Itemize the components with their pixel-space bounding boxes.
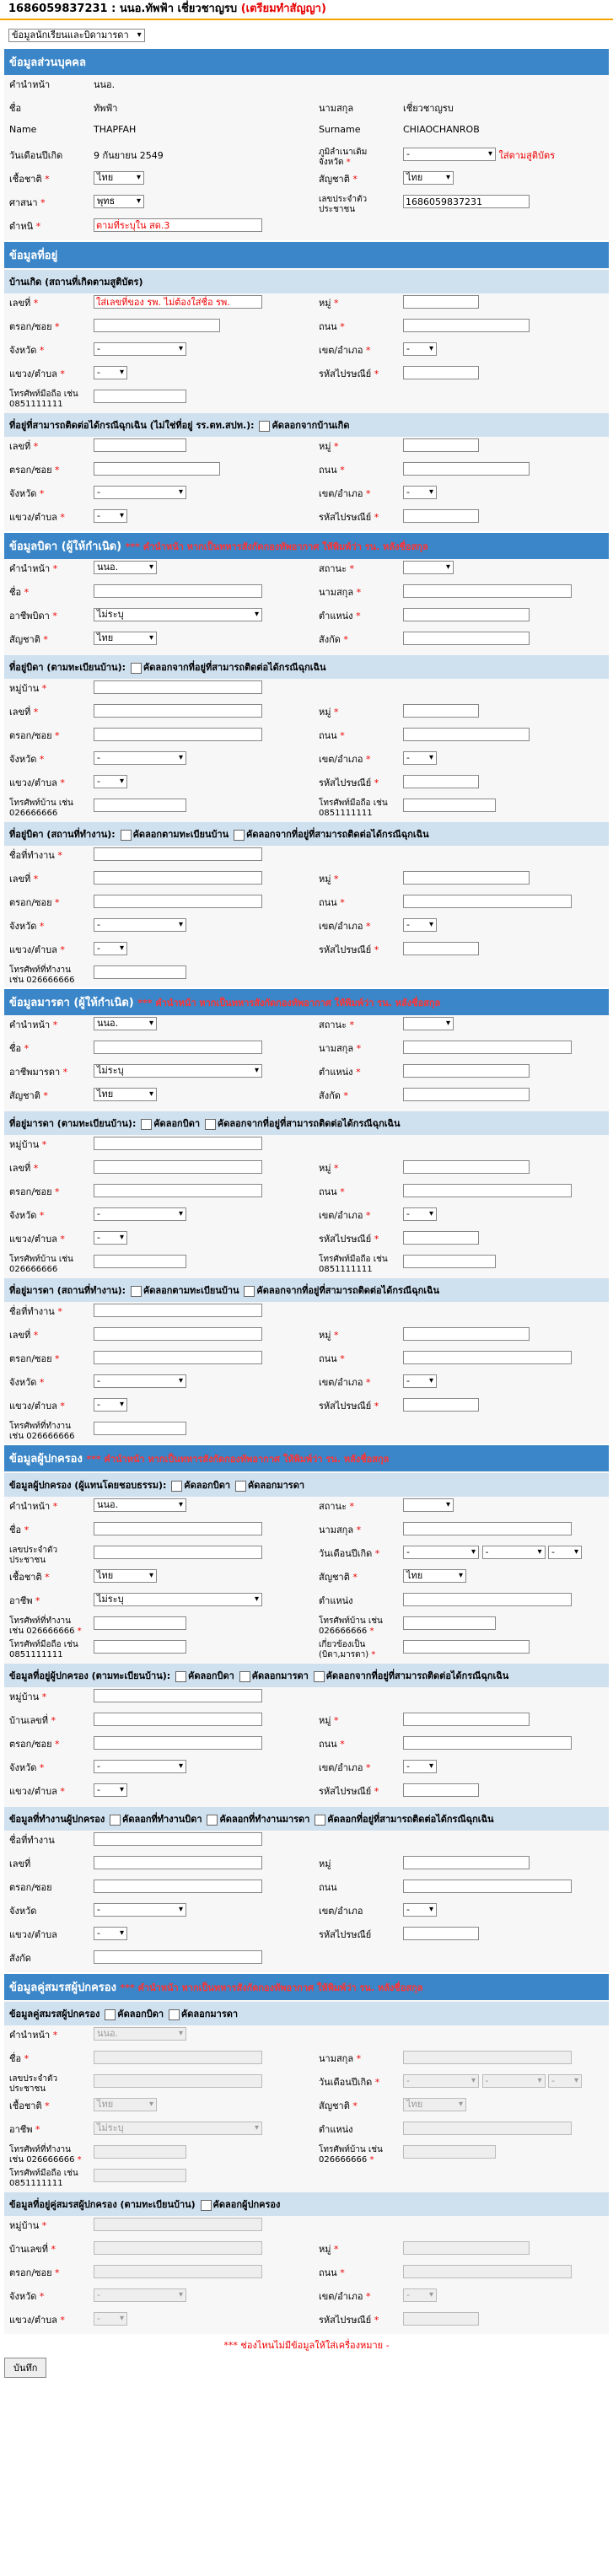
guardian-work-road-input[interactable] [403,1880,572,1893]
father-work-road-input[interactable] [403,895,572,908]
mother-work-copy-house-checkbox[interactable] [131,1286,142,1297]
guardian-workphone-input[interactable] [94,1616,186,1630]
guardian-relation-input[interactable] [403,1640,530,1654]
guardian-section: ข้อมูลผู้ปกครอง *** คำนำหน้า หากเป็นทหารสังกัดกองทัพอากาศ ให้พิมพ์ว่า รน. หลังชื่อสกุล ข้อมูลผู้ปกครอง (ผู้แทนโดยชอบธรรม): คัดลอกบิดา คัดลอกมารดา คำนำหน้า * นนอ. ▾ สถานะ * ▾ ชื่อ * นามสกุล * เลขประจำตัวประชาชน วันเดือนปีเกิด * - ▾ - ▾ - ▾ เชื้อชาติ * ไทย ▾ สัญชาติ * ไทย ▾ อาชีพ * ไม่ระบุ ▾ ตำแหน่ง โทรศัพท์ที่ทำงาน เช่น 026666666 * โทรศัพท์บ้าน เช่น 026666666 * โทรศัพท์มือถือ เช่น 0851111111 เกี่ยวข้องเป็น (บิดา,มารดา) * ข้อมูลที่อยู่ผู้ปกครอง (ตามทะเบียนบ้าน): คัดลอกบิดา คัดลอกมารดา คัดลอกจากที่อยู่ที่สามารถติดต่อได้กรณีฉุกเฉิน หมู่บ้าน * บ้านเลขที่ * หมู่ * ตรอก/ซอย * ถนน * จังหวัด * - ▾ เขต/อำเภอ * - ▾ แขวง/ตำบล * - ▾ รหัสไปรษณีย์ * ข้อมูลที่ทำงานผู้ปกครอง คัดลอกที่ทำงานบิดา คัดลอกที่ทำงานมารดา คัดลอกที่อยู่ที่สามารถติดต่อได้กรณีฉุกเฉิน ชื่อที่ทำงาน เลขที่ หมู่ ตรอก/ซอย ถนน จังหวัด - ▾ เขต/อำเภอ - ▾ แขวง/ตำบล - ▾ รหัสไปรษณีย์ สังกัด [4,1445,609,1972]
guardian-work-zip-input[interactable] [403,1927,479,1940]
father-mobile-input[interactable] [403,799,496,812]
birth-province-select[interactable]: - ▾ [94,342,186,356]
mother-village-input[interactable] [94,1137,262,1150]
guardian-house-copy-contact-checkbox[interactable] [314,1671,325,1682]
guardian-road-input[interactable] [403,1736,572,1750]
father-work-no-input[interactable] [94,871,262,885]
spouse-no-input[interactable] [94,2241,262,2255]
spouse-nationality-select[interactable]: ไทย ▾ [403,2098,466,2111]
guardian-soi-input[interactable] [94,1736,262,1750]
guardian-house-copy-mother-checkbox[interactable] [239,1671,250,1682]
father-workphone-input[interactable] [94,965,186,979]
nationality-select[interactable]: ไทย ▾ [403,171,454,185]
father-moo-input[interactable] [403,704,479,718]
contact-road-input[interactable] [403,462,530,476]
race-select[interactable]: ไทย ▾ [94,171,144,185]
contact-moo-input[interactable] [403,438,479,452]
guardian-work-province-select[interactable]: - ▾ [94,1903,186,1917]
father-prefix-select[interactable]: นนอ. ▾ [94,561,157,574]
mother-amphur-select[interactable]: - ▾ [403,1207,437,1221]
mother-affiliation-input[interactable] [403,1088,530,1101]
personal-heading: ข้อมูลส่วนบุคคล [4,49,609,75]
mother-work-amphur-select[interactable]: - ▾ [403,1374,437,1388]
mother-copy-contact-checkbox[interactable] [205,1119,216,1130]
spouse-last-input[interactable] [403,2051,572,2064]
father-work-amphur-select[interactable]: - ▾ [403,918,437,932]
birth-road-input[interactable] [403,319,530,332]
contact-subheading: ที่อยู่ที่สามารถติดต่อได้กรณีฉุกเฉิน (ไม่ใช่ที่อยู่ รร.ตท.สปท.): คัดลอกจากบ้านเกิด [4,413,609,437]
mother-work-zip-input[interactable] [403,1398,479,1412]
guardian-dob-month-select[interactable]: - ▾ [482,1546,546,1559]
birth-mobile-input[interactable] [94,390,186,403]
contact-amphur-select[interactable]: - ▾ [403,486,437,499]
spouse-copy-father-checkbox[interactable] [105,2009,116,2020]
mother-nationality-select[interactable]: ไทย ▾ [94,1088,157,1101]
mother-mobile-input[interactable] [403,1255,496,1268]
spouse-data-subheading: ข้อมูลคู่สมรสผู้ปกครอง คัดลอกบิดา คัดลอกมารดา [4,2002,609,2025]
mother-zip-input[interactable] [403,1231,479,1245]
guardian-work-soi-input[interactable] [94,1880,262,1893]
father-nationality-select[interactable]: ไทย ▾ [94,632,157,645]
contact-tambon-select[interactable]: - ▾ [94,509,127,523]
spouse-road-input[interactable] [403,2265,572,2278]
father-work-copy-contact-checkbox[interactable] [234,830,245,841]
guardian-work-amphur-select[interactable]: - ▾ [403,1903,437,1917]
personal-section: ข้อมูลส่วนบุคคล คำนำหน้า นนอ. ชื่อ ทัพฟ้า นามสกุล เชี่ยวชาญรบ Name THAPFAH Surname CHIAOCHANROB วันเดือนปีเกิด 9 กันยายน 2549 ภูมิลำเนาเดิม จังหวัด * - ▾ ใส่ตามสูติบัตร เชื้อชาติ * ไทย ▾ สัญชาติ * ไทย ▾ ศาสนา * พุทธ ▾ เลขประจำตัวประชาชน 1686059837231 ตำหนิ * ตามที่ระบุใน สด.3 [4,49,609,240]
spouse-copy-mother-checkbox[interactable] [169,2009,180,2020]
mother-prefix-select[interactable]: นนอ. ▾ [94,1017,157,1030]
birth-soi-input[interactable] [94,319,220,332]
mother-province-select[interactable]: - ▾ [94,1207,186,1221]
guardian-zip-input[interactable] [403,1783,479,1797]
section-selector-row [0,20,613,47]
spouse-moo-input[interactable] [403,2241,530,2255]
father-heading: ข้อมูลบิดา (ผู้ให้กำเนิด) *** คำนำหน้า หากเป็นทหารสังกัดกองทัพอากาศ ให้พิมพ์ว่า รน. หลังชื่อสกุล [4,533,609,559]
mother-section: ข้อมูลมารดา (ผู้ให้กำเนิด) *** คำนำหน้า หากเป็นทหารสังกัดกองทัพอากาศ ให้พิมพ์ว่า รน. หลังชื่อสกุล คำนำหน้า * นนอ. ▾ สถานะ * ▾ ชื่อ * นามสกุล * อาชีพมารดา * ไม่ระบุ ▾ ตำแหน่ง * สัญชาติ * ไทย ▾ สังกัด * ที่อยู่มารดา (ตามทะเบียนบ้าน): คัดลอกบิดา คัดลอกจากที่อยู่ที่สามารถติดต่อได้กรณีฉุกเฉิน หมู่บ้าน * เลขที่ * หมู่ * ตรอก/ซอย * ถนน * จังหวัด * - ▾ เขต/อำเภอ * - ▾ แขวง/ตำบล * - ▾ รหัสไปรษณีย์ * โทรศัพท์บ้าน เช่น 026666666 โทรศัพท์มือถือ เช่น 0851111111 ที่อยู่มารดา (สถานที่ทำงาน): คัดลอกตามทะเบียนบ้าน คัดลอกจากที่อยู่ที่สามารถติดต่อได้กรณีฉุกเฉิน ชื่อที่ทำงาน * เลขที่ * หมู่ * ตรอก/ซอย * ถนน * จังหวัด * - ▾ เขต/อำเภอ * - ▾ แขวง/ตำบล * - ▾ รหัสไปรษณีย์ * โทรศัพท์ที่ทำงาน เช่น 026666666 [4,989,609,1444]
father-last-input[interactable] [403,584,572,598]
birth-amphur-select[interactable]: - ▾ [403,342,437,356]
mother-house-subheading: ที่อยู่มารดา (ตามทะเบียนบ้าน): คัดลอกบิดา คัดลอกจากที่อยู่ที่สามารถติดต่อได้กรณีฉุกเฉิน [4,1111,609,1135]
father-village-input[interactable] [94,680,262,694]
guardian-position-input[interactable] [403,1593,572,1606]
guardian-race-select[interactable]: ไทย ▾ [94,1569,157,1583]
birth-moo-input[interactable] [403,295,479,309]
guardian-province-select[interactable]: - ▾ [94,1760,186,1773]
contact-province-select[interactable]: - ▾ [94,486,186,499]
father-work-soi-input[interactable] [94,895,262,908]
father-zip-input[interactable] [403,775,479,788]
spouse-tambon-select[interactable]: - ▾ [94,2312,127,2326]
address-heading: ข้อมูลที่อยู่ [4,242,609,268]
birth-province-select[interactable]: - ▾ [403,148,496,161]
guardian-work-subheading: ข้อมูลที่ทำงานผู้ปกครอง คัดลอกที่ทำงานบิดา คัดลอกที่ทำงานมารดา คัดลอกที่อยู่ที่สามารถติดต่อได้กรณีฉุกเฉิน [4,1807,609,1831]
copy-birthplace-checkbox[interactable] [259,421,270,432]
mother-work-moo-input[interactable] [403,1327,530,1341]
father-no-input[interactable] [94,704,262,718]
mother-position-input[interactable] [403,1064,530,1078]
mother-no-input[interactable] [94,1160,262,1174]
father-position-input[interactable] [403,608,530,621]
father-affiliation-input[interactable] [403,632,530,645]
mother-work-subheading: ที่อยู่มารดา (สถานที่ทำงาน): คัดลอกตามทะเบียนบ้าน คัดลอกจากที่อยู่ที่สามารถติดต่อได้กรณีฉุกเฉิน [4,1278,609,1302]
section-select[interactable]: ข้อมูลนักเรียนและบิดามารดา ▾ [8,29,145,42]
guardian-dob-year-select[interactable]: - ▾ [548,1546,582,1559]
spouse-house-subheading: ข้อมูลที่อยู่คู่สมรสผู้ปกครอง (ตามทะเบียนบ้าน) คัดลอกผู้ปกครอง [4,2192,609,2216]
spouse-village-input[interactable] [94,2218,262,2231]
guardian-id-input[interactable] [94,1546,262,1559]
contact-soi-input[interactable] [94,462,220,476]
father-soi-input[interactable] [94,728,262,741]
guardian-no-input[interactable] [94,1713,262,1726]
mother-last-input[interactable] [403,1041,572,1054]
footer-note: *** ช่องไหนไม่มีข้อมูลให้ใส่เครื่องหมาย - [223,2340,390,2351]
guardian-work-copy-father-checkbox[interactable] [110,1815,121,1826]
mother-soi-input[interactable] [94,1184,262,1197]
mother-homephone-input[interactable] [94,1255,186,1268]
address-section: ข้อมูลที่อยู่ บ้านเกิด (สถานที่เกิดตามสูติบัตร) เลขที่ * ใส่เลขที่ของ รพ. ไม่ต้องใส่ชื่อ รพ. หมู่ * ตรอก/ซอย * ถนน * จังหวัด * - ▾ เขต/อำเภอ * - ▾ แขวง/ตำบล * - ▾ รหัสไปรษณีย์ * โทรศัพท์มือถือ เช่น 0851111111 ที่อยู่ที่สามารถติดต่อได้กรณีฉุกเฉิน (ไม่ใช่ที่อยู่ รร.ตท.สปท.): คัดลอกจากบ้านเกิด เลขที่ * หมู่ * ตรอก/ซอย * ถนน * จังหวัด * - ▾ เขต/อำเภอ * - ▾ แขวง/ตำบล * - ▾ รหัสไปรษณีย์ * [4,242,609,531]
spouse-homephone-input[interactable] [403,2145,496,2159]
father-work-copy-house-checkbox[interactable] [121,830,132,841]
guardian-first-input[interactable] [94,1522,262,1535]
spouse-province-select[interactable]: - ▾ [94,2288,186,2302]
guardian-prefix-select[interactable]: นนอ. ▾ [94,1498,186,1512]
father-copy-contact-checkbox[interactable] [131,663,142,674]
spouse-copy-guardian-checkbox[interactable] [201,2200,212,2211]
spouse-dob-month-select[interactable]: - ▾ [482,2074,546,2088]
guardian-work-no-input[interactable] [94,1856,262,1869]
mother-work-province-select[interactable]: - ▾ [94,1374,186,1388]
mother-work-no-input[interactable] [94,1327,262,1341]
guardian-work-copy-mother-checkbox[interactable] [207,1815,218,1826]
contact-no-input[interactable] [94,438,186,452]
father-work-zip-input[interactable] [403,942,479,955]
guardian-amphur-select[interactable]: - ▾ [403,1760,437,1773]
mother-status-select[interactable] [403,1017,454,1030]
mother-moo-input[interactable] [403,1160,530,1174]
birth-tambon-select[interactable]: - ▾ [94,366,127,379]
mother-road-input[interactable] [403,1184,572,1197]
guardian-homephone-input[interactable] [403,1616,496,1630]
guardian-tambon-select[interactable]: - ▾ [94,1783,127,1797]
guardian-copy-mother-checkbox[interactable] [235,1481,246,1492]
religion-select[interactable]: พุทธ ▾ [94,195,144,208]
father-first-input[interactable] [94,584,262,598]
spouse-mobile-input[interactable] [94,2169,186,2182]
father-occupation-select[interactable]: ไม่ระบุ ▾ [94,608,262,621]
spouse-position-input[interactable] [403,2122,572,2135]
father-status-select[interactable] [403,561,454,574]
spouse-id-input[interactable] [94,2074,262,2088]
father-amphur-select[interactable]: - ▾ [403,751,437,765]
guardian-workplace-input[interactable] [94,1832,262,1846]
spouse-occupation-select[interactable]: ไม่ระบุ ▾ [94,2122,262,2135]
spouse-first-input[interactable] [94,2051,262,2064]
mother-tambon-select[interactable]: - ▾ [94,1231,127,1245]
spouse-zip-input[interactable] [403,2312,479,2326]
mother-workphone-input[interactable] [94,1422,186,1435]
guardian-heading: ข้อมูลผู้ปกครอง *** คำนำหน้า หากเป็นทหารสังกัดกองทัพอากาศ ให้พิมพ์ว่า รน. หลังชื่อสกุล [4,1445,609,1471]
save-button[interactable]: บันทึก [4,2358,46,2378]
guardian-occupation-select[interactable]: ไม่ระบุ ▾ [94,1593,262,1606]
birth-no-input[interactable] [94,295,262,309]
spouse-soi-input[interactable] [94,2265,262,2278]
father-work-moo-input[interactable] [403,871,530,885]
citizen-id-input[interactable] [403,195,530,208]
father-section: ข้อมูลบิดา (ผู้ให้กำเนิด) *** คำนำหน้า หากเป็นทหารสังกัดกองทัพอากาศ ให้พิมพ์ว่า รน. หลังชื่อสกุล คำนำหน้า * นนอ. ▾ สถานะ * ▾ ชื่อ * นามสกุล * อาชีพบิดา * ไม่ระบุ ▾ ตำแหน่ง * สัญชาติ * ไทย ▾ สังกัด * ที่อยู่บิดา (ตามทะเบียนบ้าน): คัดลอกจากที่อยู่ที่สามารถติดต่อได้กรณีฉุกเฉิน หมู่บ้าน * เลขที่ * หมู่ * ตรอก/ซอย * ถนน * จังหวัด * - ▾ เขต/อำเภอ * - ▾ แขวง/ตำบล * - ▾ รหัสไปรษณีย์ * โทรศัพท์บ้าน เช่น 026666666 โทรศัพท์มือถือ เช่น 0851111111 ที่อยู่บิดา (สถานที่ทำงาน): คัดลอกตามทะเบียนบ้าน คัดลอกจากที่อยู่ที่สามารถติดต่อได้กรณีฉุกเฉิน ชื่อที่ทำงาน * เลขที่ * หมู่ * ตรอก/ซอย * ถนน * จังหวัด * - ▾ เขต/อำเภอ * - ▾ แขวง/ตำบล * - ▾ รหัสไปรษณีย์ * โทรศัพท์ที่ทำงาน เช่น 026666666 [4,533,609,987]
guardian-status-select[interactable] [403,1498,454,1512]
mother-copy-father-checkbox[interactable] [141,1119,152,1130]
father-homephone-input[interactable] [94,799,186,812]
birthplace-subheading: บ้านเกิด (สถานที่เกิดตามสูติบัตร) [4,270,609,293]
guardian-copy-father-checkbox[interactable] [171,1481,182,1492]
guardian-house-subheading: ข้อมูลที่อยู่ผู้ปกครอง (ตามทะเบียนบ้าน): คัดลอกบิดา คัดลอกมารดา คัดลอกจากที่อยู่ที่สามารถติดต่อได้กรณีฉุกเฉิน [4,1664,609,1687]
guardian-work-affiliation-input[interactable] [94,1950,262,1964]
father-house-subheading: ที่อยู่บิดา (ตามทะเบียนบ้าน): คัดลอกจากที่อยู่ที่สามารถติดต่อได้กรณีฉุกเฉิน [4,655,609,679]
father-work-province-select[interactable]: - ▾ [94,918,186,932]
spouse-amphur-select[interactable]: - ▾ [403,2288,437,2302]
mother-occupation-select[interactable]: ไม่ระบุ ▾ [94,1064,262,1078]
guardian-data-subheading: ข้อมูลผู้ปกครอง (ผู้แทนโดยชอบธรรม): คัดลอกบิดา คัดลอกมารดา [4,1473,609,1497]
father-road-input[interactable] [403,728,530,741]
guardian-moo-input[interactable] [403,1713,530,1726]
guardian-mobile-input[interactable] [94,1640,186,1654]
father-tambon-select[interactable]: - ▾ [94,775,127,788]
spouse-dob-year-select[interactable]: - ▾ [548,2074,582,2088]
mother-work-tambon-select[interactable]: - ▾ [94,1398,127,1412]
page-title: 1686059837231 : นนอ.ทัพฟ้า เชี่ยวชาญรบ (เตรียมทำสัญญา) [0,0,613,20]
guardian-house-copy-father-checkbox[interactable] [175,1671,186,1682]
father-work-tambon-select[interactable]: - ▾ [94,942,127,955]
guardian-nationality-select[interactable]: ไทย ▾ [403,1569,466,1583]
guardian-work-tambon-select[interactable]: - ▾ [94,1927,127,1940]
guardian-village-input[interactable] [94,1689,262,1702]
spouse-section: ข้อมูลคู่สมรสผู้ปกครอง *** คำนำหน้า หากเป็นทหารสังกัดกองทัพอากาศ ให้พิมพ์ว่า รน. หลังชื่อสกุล ข้อมูลคู่สมรสผู้ปกครอง คัดลอกบิดา คัดลอกมารดา คำนำหน้า * นนอ. ▾ ชื่อ * นามสกุล * เลขประจำตัวประชาชน วันเดือนปีเกิด * - ▾ - ▾ - ▾ เชื้อชาติ * ไทย ▾ สัญชาติ * ไทย ▾ อาชีพ * ไม่ระบุ ▾ ตำแหน่ง โทรศัพท์ที่ทำงาน เช่น 026666666 * โทรศัพท์บ้าน เช่น 026666666 * โทรศัพท์มือถือ เช่น 0851111111 ข้อมูลที่อยู่คู่สมรสผู้ปกครอง (ตามทะเบียนบ้าน) คัดลอกผู้ปกครอง หมู่บ้าน * บ้านเลขที่ * หมู่ * ตรอก/ซอย * ถนน * จังหวัด * - ▾ เขต/อำเภอ * - ▾ แขวง/ตำบล * - ▾ รหัสไปรษณีย์ * [4,1974,609,2334]
mother-work-copy-contact-checkbox[interactable] [244,1286,255,1297]
mark-input[interactable] [94,218,262,232]
guardian-work-moo-input[interactable] [403,1856,530,1869]
spouse-prefix-select[interactable]: นนอ. ▾ [94,2027,186,2041]
father-work-subheading: ที่อยู่บิดา (สถานที่ทำงาน): คัดลอกตามทะเบียนบ้าน คัดลอกจากที่อยู่ที่สามารถติดต่อได้กรณีฉุกเฉิน [4,822,609,846]
father-province-select[interactable]: - ▾ [94,751,186,765]
guardian-dob-day-select[interactable]: - ▾ [403,1546,479,1559]
mother-work-soi-input[interactable] [94,1351,262,1364]
spouse-workphone-input[interactable] [94,2145,186,2159]
birth-zip-input[interactable] [403,366,479,379]
mother-first-input[interactable] [94,1041,262,1054]
spouse-dob-day-select[interactable]: - ▾ [403,2074,479,2088]
mother-work-road-input[interactable] [403,1351,572,1364]
mother-heading: ข้อมูลมารดา (ผู้ให้กำเนิด) *** คำนำหน้า หากเป็นทหารสังกัดกองทัพอากาศ ให้พิมพ์ว่า รน. หลังชื่อสกุล [4,989,609,1015]
guardian-last-input[interactable] [403,1522,572,1535]
contact-zip-input[interactable] [403,509,479,523]
mother-workplace-input[interactable] [94,1304,262,1317]
guardian-work-copy-contact-checkbox[interactable] [315,1815,325,1826]
father-workplace-input[interactable] [94,847,262,861]
spouse-heading: ข้อมูลคู่สมรสผู้ปกครอง *** คำนำหน้า หากเป็นทหารสังกัดกองทัพอากาศ ให้พิมพ์ว่า รน. หลังชื่อสกุล [4,1974,609,2000]
spouse-race-select[interactable]: ไทย ▾ [94,2098,157,2111]
